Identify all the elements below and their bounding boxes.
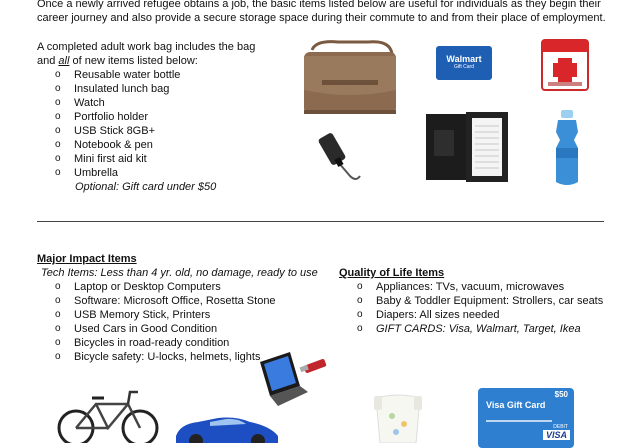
- walmart-card-subtext: Gift Card: [453, 64, 474, 70]
- portfolio-holder-image: [424, 110, 510, 184]
- section-divider: [37, 221, 604, 222]
- bullet: o: [55, 351, 61, 362]
- bullet: o: [357, 295, 363, 306]
- bullet: o: [55, 139, 61, 150]
- list-item: o Laptop or Desktop Computers: [55, 281, 221, 293]
- walmart-gift-card-image: [436, 46, 492, 80]
- major-impact-list: [37, 280, 276, 364]
- water-bottle-image: [552, 108, 582, 188]
- list-item: o Mini first aid kit: [55, 153, 147, 165]
- bag-description-line-2: [37, 54, 198, 68]
- major-impact-heading: Major Impact Items: [37, 253, 137, 265]
- list-item: o USB Stick 8GB+: [55, 125, 156, 137]
- bullet: o: [55, 125, 61, 136]
- list-item: o Baby & Toddler Equipment: Strollers, car seats: [357, 295, 604, 307]
- bullet: o: [55, 69, 61, 80]
- list-item: o Portfolio holder: [55, 111, 148, 123]
- bullet: o: [55, 97, 61, 108]
- bullet: o: [55, 153, 61, 164]
- list-item: o Software: Microsoft Office, Rosetta Stone: [55, 295, 276, 307]
- bullet: o: [55, 111, 61, 122]
- list-item: o Insulated lunch bag: [55, 83, 170, 95]
- bullet: o: [55, 323, 61, 334]
- list-item: [339, 322, 603, 336]
- optional-gift-card-note: Optional: Gift card under $50: [75, 181, 217, 193]
- first-aid-kit-image: [540, 36, 590, 92]
- list-item: o USB Memory Stick, Printers: [55, 309, 211, 321]
- bullet: o: [55, 337, 61, 348]
- list-item: o Appliances: TVs, vacuum, microwaves: [357, 281, 565, 293]
- gift-cards-label: GIFT CARDS:: [376, 323, 449, 335]
- gift-cards-value: Visa, Walmart, Target, Ikea: [448, 323, 581, 335]
- bicycle-image: [56, 384, 160, 443]
- diapers-image: [372, 392, 424, 443]
- quality-of-life-heading: Quality of Life Items: [339, 267, 445, 279]
- list-item: o Notebook & pen: [55, 139, 153, 151]
- intro-line-1: Once a newly arrived refugee obtains a job, the basic items listed below are useful for individuals as they begin their: [37, 0, 601, 10]
- visa-card-title: Visa Gift Card: [486, 400, 546, 410]
- bullet: o: [55, 83, 61, 94]
- bullet: o: [357, 309, 363, 320]
- list-item: o Watch: [55, 97, 105, 109]
- bullet: o: [55, 309, 61, 320]
- walmart-card-logo-text: Walmart: [446, 54, 482, 64]
- bullet: o: [55, 167, 61, 178]
- list-item: o Diapers: All sizes needed: [357, 309, 500, 321]
- list-item: o Bicycle safety: U-locks, helmets, lights: [55, 351, 261, 363]
- visa-card-debit: DEBIT: [553, 424, 568, 430]
- visa-card-amount: $50: [554, 390, 568, 399]
- quality-of-life-list: [339, 280, 603, 336]
- list-item: o Used Cars in Good Condition: [55, 323, 218, 335]
- list-item: o Reusable water bottle: [55, 69, 181, 81]
- visa-card-brand: VISA: [543, 430, 570, 440]
- bullet: o: [357, 281, 363, 292]
- bag-description-pre: and: [37, 55, 59, 67]
- bag-description-line-1: A completed adult work bag includes the bag: [37, 41, 256, 53]
- bag-description-all: all: [58, 55, 70, 67]
- major-impact-subheading: Tech Items: Less than 4 yr. old, no damage, ready to use: [41, 267, 318, 279]
- bullet: o: [357, 323, 363, 334]
- bag-description-post: of new items listed below:: [69, 55, 198, 67]
- messenger-bag-image: [298, 40, 402, 122]
- list-item: o Umbrella: [55, 167, 119, 179]
- laptop-usb-image: [258, 352, 330, 410]
- bag-items-list: [37, 68, 180, 180]
- visa-gift-card-image: [478, 388, 574, 448]
- car-image: [170, 416, 282, 443]
- bullet: o: [55, 281, 61, 292]
- bullet: o: [55, 295, 61, 306]
- intro-line-2: career journey and also provide a secure storage space during their commute to and from their place of employment.: [37, 12, 606, 24]
- umbrella-image: [318, 128, 368, 184]
- list-item: o Bicycles in road-ready condition: [55, 337, 230, 349]
